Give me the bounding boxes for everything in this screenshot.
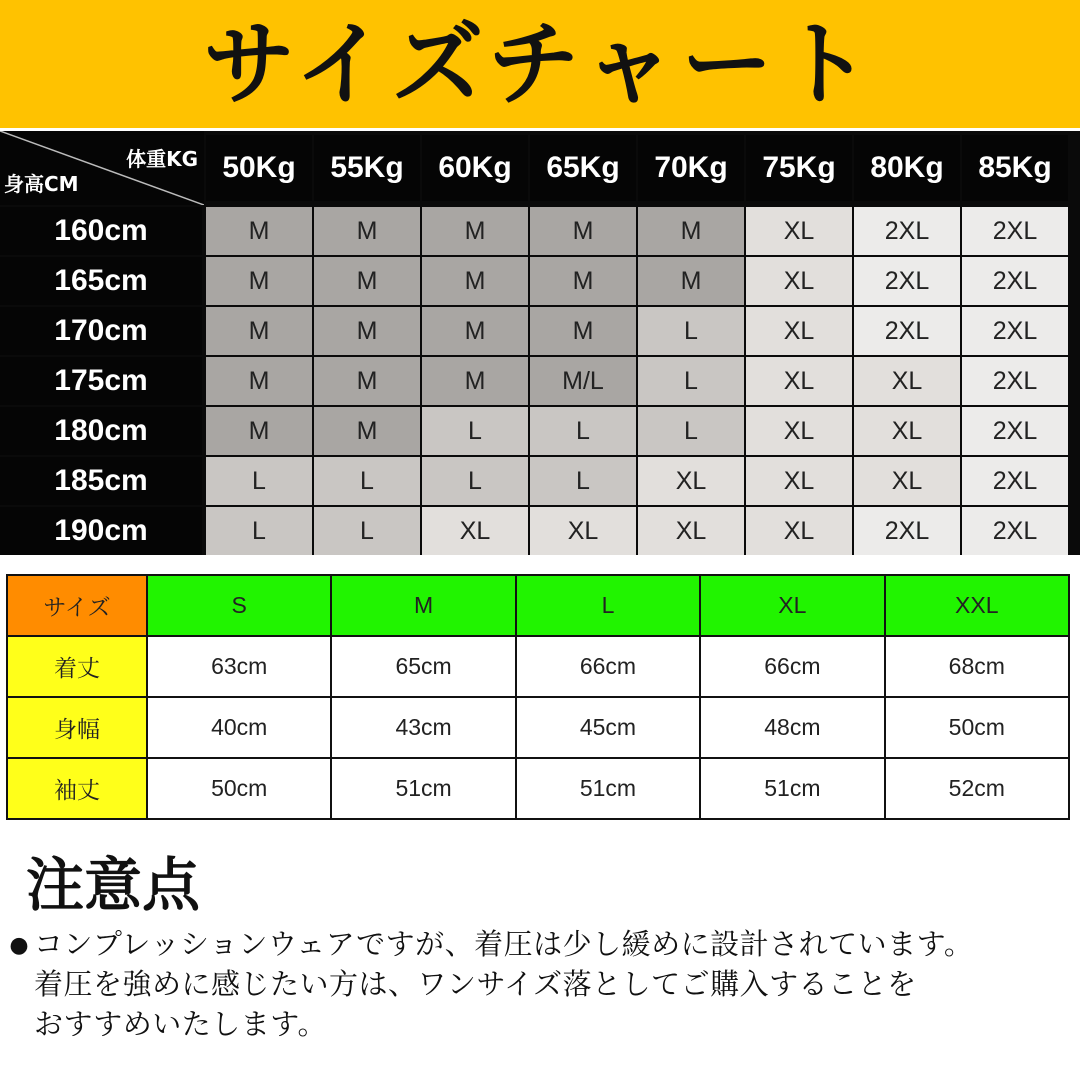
table-cell: 51cm (700, 758, 884, 819)
size-cell: M (422, 257, 528, 305)
size-cell: 2XL (962, 407, 1068, 455)
row-label-sleeve: 袖丈 (7, 758, 147, 819)
size-cell: 2XL (962, 207, 1068, 255)
bullet-icon: ● (9, 932, 29, 958)
size-cell: M (422, 357, 528, 405)
table-cell: 43cm (331, 697, 515, 758)
size-cell: M (314, 407, 420, 455)
table-row (7, 636, 1069, 697)
weight-header: 65Kg (530, 135, 636, 201)
size-cell: M (314, 357, 420, 405)
size-grid (0, 131, 1080, 555)
size-cell: M (206, 407, 312, 455)
size-cell: M (638, 207, 744, 255)
height-header: 170cm (0, 307, 202, 355)
size-cell: XL (746, 457, 852, 505)
size-cell: XL (746, 357, 852, 405)
size-cell: XL (854, 407, 960, 455)
size-cell: XL (746, 207, 852, 255)
size-cell: 2XL (854, 257, 960, 305)
weight-header: 80Kg (854, 135, 960, 201)
size-cell: XL (422, 507, 528, 555)
size-col-xl: XL (700, 575, 884, 636)
table-cell: 52cm (885, 758, 1069, 819)
height-header: 160cm (0, 207, 202, 255)
weight-header: 70Kg (638, 135, 744, 201)
size-cell: L (206, 507, 312, 555)
row-label-length: 着丈 (7, 636, 147, 697)
weight-header: 75Kg (746, 135, 852, 201)
table-cell: 45cm (516, 697, 700, 758)
size-cell: L (422, 457, 528, 505)
size-cell: XL (854, 457, 960, 505)
size-cell: M (638, 257, 744, 305)
table-cell: 68cm (885, 636, 1069, 697)
height-header: 175cm (0, 357, 202, 405)
size-cell: L (530, 457, 636, 505)
size-cell: M (530, 257, 636, 305)
notes-line: おすすめいたします。 (34, 1007, 327, 1041)
row-label-width: 身幅 (7, 697, 147, 758)
table-cell: 63cm (147, 636, 331, 697)
height-header: 190cm (0, 507, 202, 555)
size-cell: XL (638, 507, 744, 555)
title-banner (0, 0, 1080, 128)
size-col-s: S (147, 575, 331, 636)
size-cell: XL (746, 307, 852, 355)
weight-header: 60Kg (422, 135, 528, 201)
size-cell: M (314, 307, 420, 355)
table-cell: 66cm (516, 636, 700, 697)
table-cell: 50cm (885, 697, 1069, 758)
size-cell: 2XL (854, 507, 960, 555)
weight-header: 50Kg (206, 135, 312, 201)
height-axis-label: 身高CM (4, 172, 79, 196)
size-cell: L (314, 507, 420, 555)
weight-header: 85Kg (962, 135, 1068, 201)
size-cell: 2XL (962, 307, 1068, 355)
size-cell: M (314, 207, 420, 255)
size-header-cell: サイズ (7, 575, 147, 636)
size-cell: 2XL (962, 457, 1068, 505)
table-cell: 66cm (700, 636, 884, 697)
size-cell: L (314, 457, 420, 505)
size-cell: L (638, 407, 744, 455)
size-cell: M (206, 307, 312, 355)
size-cell: 2XL (962, 257, 1068, 305)
size-cell: XL (746, 507, 852, 555)
size-cell: XL (530, 507, 636, 555)
size-cell: M/L (530, 357, 636, 405)
size-cell: M (422, 207, 528, 255)
height-header: 165cm (0, 257, 202, 305)
notes-line: 着圧を強めに感じたい方は、ワンサイズ落としてご購入することを (34, 967, 917, 1001)
size-cell: M (530, 207, 636, 255)
size-cell: L (206, 457, 312, 505)
table-row (7, 697, 1069, 758)
size-cell: L (638, 307, 744, 355)
page-title: サイズチャート (202, 10, 878, 118)
size-cell: L (638, 357, 744, 405)
table-row (7, 758, 1069, 819)
size-col-l: L (516, 575, 700, 636)
table-cell: 51cm (331, 758, 515, 819)
size-cell: 2XL (962, 507, 1068, 555)
table-cell: 48cm (700, 697, 884, 758)
height-header: 180cm (0, 407, 202, 455)
height-header: 185cm (0, 457, 202, 505)
size-cell: M (206, 357, 312, 405)
size-cell: L (530, 407, 636, 455)
notes-line: コンプレッションウェアですが、着圧は少し緩めに設計されています。 (34, 927, 974, 961)
size-col-xxl: XXL (885, 575, 1069, 636)
table-cell: 51cm (516, 758, 700, 819)
size-cell: XL (746, 257, 852, 305)
size-cell: 2XL (854, 207, 960, 255)
size-col-m: M (331, 575, 515, 636)
size-cell: M (206, 257, 312, 305)
weight-axis-label: 体重KG (126, 147, 198, 171)
size-cell: 2XL (962, 357, 1068, 405)
size-cell: M (206, 207, 312, 255)
table-cell: 65cm (331, 636, 515, 697)
size-cell: M (422, 307, 528, 355)
size-cell: L (422, 407, 528, 455)
table-cell: 50cm (147, 758, 331, 819)
size-cell: M (314, 257, 420, 305)
notes-title: 注意点 (26, 851, 201, 919)
size-cell: XL (638, 457, 744, 505)
weight-header: 55Kg (314, 135, 420, 201)
grid-corner (0, 131, 204, 205)
measurement-table (6, 574, 1070, 820)
table-header-row (7, 575, 1069, 636)
size-cell: XL (746, 407, 852, 455)
size-cell: M (530, 307, 636, 355)
size-cell: XL (854, 357, 960, 405)
size-cell: 2XL (854, 307, 960, 355)
table-cell: 40cm (147, 697, 331, 758)
